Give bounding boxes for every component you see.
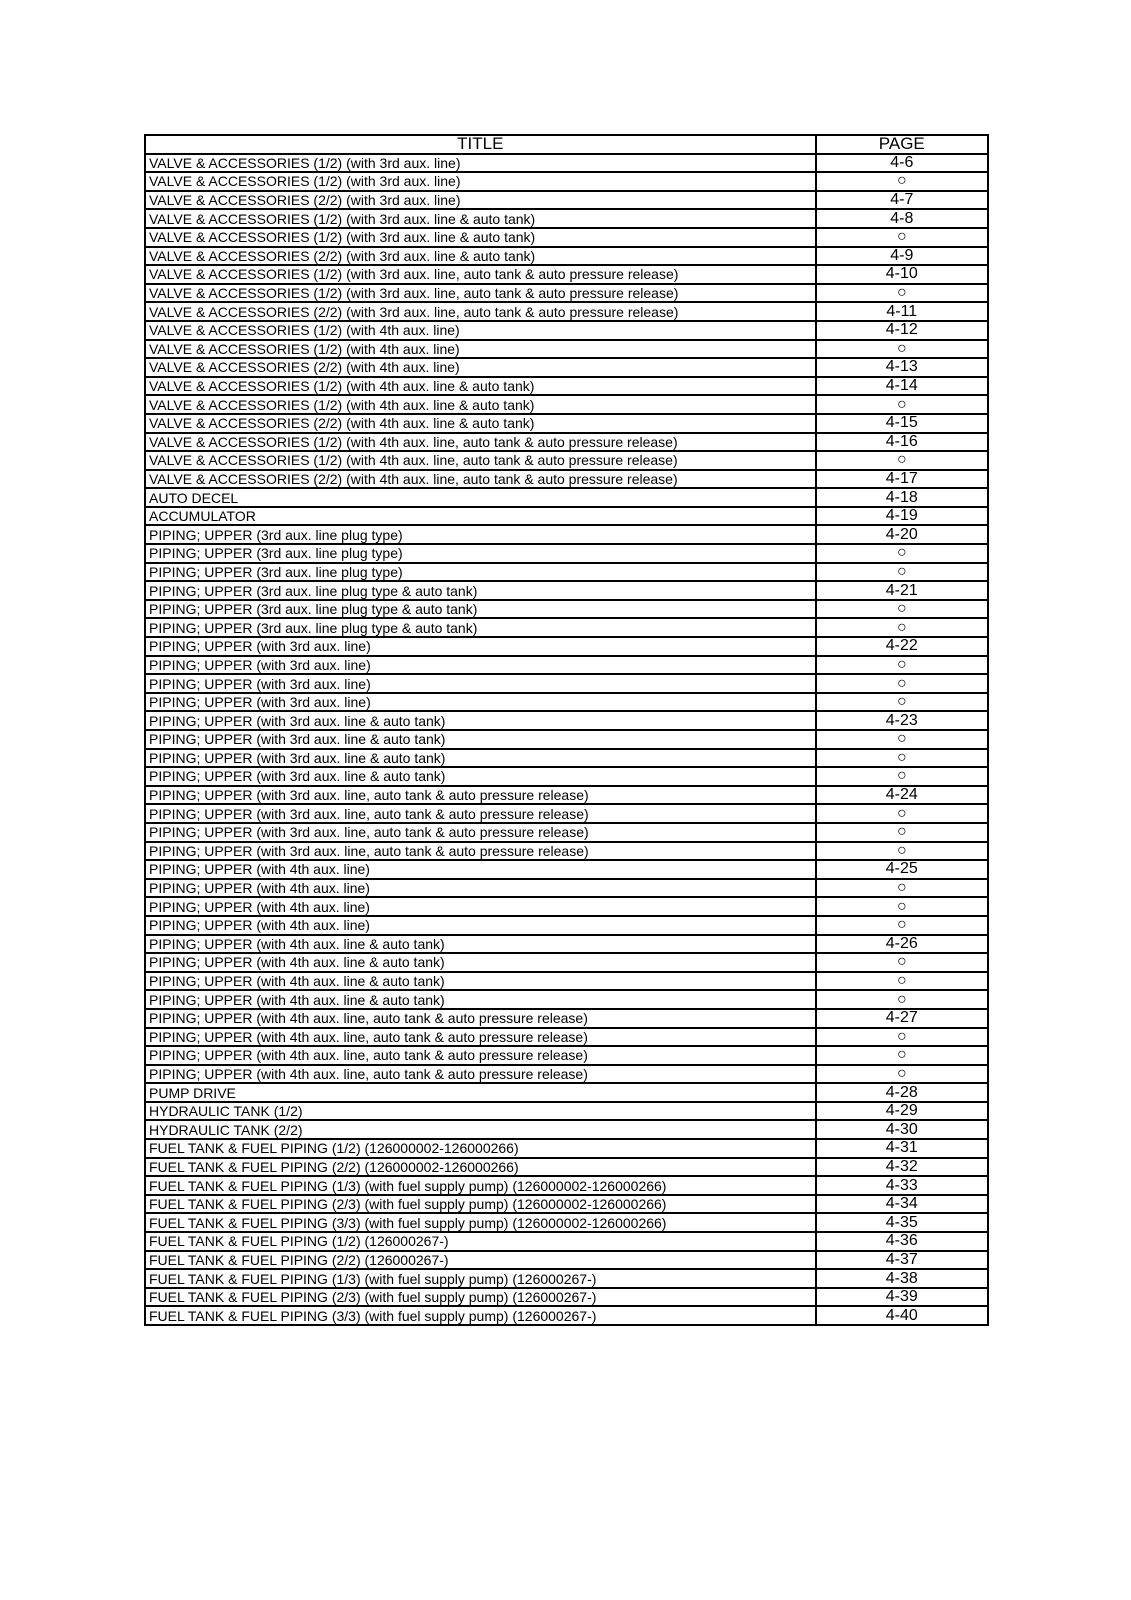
row-page: 4-28 bbox=[816, 1083, 988, 1102]
header-row bbox=[145, 135, 988, 154]
table-row bbox=[145, 637, 988, 656]
row-page: 4-36 bbox=[816, 1232, 988, 1251]
row-page: 4-25 bbox=[816, 860, 988, 879]
row-title: PIPING; UPPER (with 3rd aux. line) bbox=[145, 674, 816, 693]
table-row bbox=[145, 377, 988, 396]
row-page: 4-18 bbox=[816, 488, 988, 507]
table-row bbox=[145, 302, 988, 321]
row-page: 4-32 bbox=[816, 1158, 988, 1177]
row-page: ○ bbox=[816, 990, 988, 1009]
row-title: PIPING; UPPER (3rd aux. line plug type & auto tank) bbox=[145, 600, 816, 619]
row-title: PIPING; UPPER (with 3rd aux. line, auto tank & auto pressure release) bbox=[145, 842, 816, 861]
row-title: PIPING; UPPER (with 4th aux. line & auto tank) bbox=[145, 972, 816, 991]
row-title: VALVE & ACCESSORIES (1/2) (with 3rd aux. line) bbox=[145, 172, 816, 191]
table-row bbox=[145, 674, 988, 693]
row-page: 4-26 bbox=[816, 935, 988, 954]
row-title: VALVE & ACCESSORIES (1/2) (with 3rd aux. line) bbox=[145, 154, 816, 173]
row-title: PIPING; UPPER (with 4th aux. line) bbox=[145, 916, 816, 935]
row-page: 4-24 bbox=[816, 786, 988, 805]
title-column-header: TITLE bbox=[145, 135, 816, 154]
table-row bbox=[145, 1306, 988, 1325]
table-row bbox=[145, 972, 988, 991]
table-row bbox=[145, 340, 988, 359]
table-row bbox=[145, 618, 988, 637]
table-row bbox=[145, 284, 988, 303]
table-row bbox=[145, 916, 988, 935]
table-row bbox=[145, 1213, 988, 1232]
row-page: ○ bbox=[816, 284, 988, 303]
row-title: VALVE & ACCESSORIES (2/2) (with 4th aux. line, auto tank & auto pressure release) bbox=[145, 470, 816, 489]
row-title: FUEL TANK & FUEL PIPING (3/3) (with fuel supply pump) (126000002-126000266) bbox=[145, 1213, 816, 1232]
row-title: PIPING; UPPER (with 4th aux. line, auto tank & auto pressure release) bbox=[145, 1065, 816, 1084]
table-row bbox=[145, 154, 988, 173]
row-title: PIPING; UPPER (with 3rd aux. line) bbox=[145, 693, 816, 712]
table-row bbox=[145, 470, 988, 489]
row-page: 4-31 bbox=[816, 1139, 988, 1158]
row-page: 4-27 bbox=[816, 1009, 988, 1028]
table-row bbox=[145, 953, 988, 972]
row-page: ○ bbox=[816, 767, 988, 786]
row-page: 4-15 bbox=[816, 414, 988, 433]
row-page: 4-38 bbox=[816, 1269, 988, 1288]
row-title: PIPING; UPPER (with 4th aux. line, auto tank & auto pressure release) bbox=[145, 1009, 816, 1028]
row-title: VALVE & ACCESSORIES (2/2) (with 3rd aux. line, auto tank & auto pressure release) bbox=[145, 302, 816, 321]
row-page: ○ bbox=[816, 823, 988, 842]
table-row bbox=[145, 1139, 988, 1158]
row-page: ○ bbox=[816, 600, 988, 619]
row-page: ○ bbox=[816, 804, 988, 823]
row-page: ○ bbox=[816, 749, 988, 768]
row-title: FUEL TANK & FUEL PIPING (1/3) (with fuel supply pump) (126000267-) bbox=[145, 1269, 816, 1288]
table-row bbox=[145, 897, 988, 916]
row-title: HYDRAULIC TANK (1/2) bbox=[145, 1102, 816, 1121]
table-row bbox=[145, 711, 988, 730]
row-title: PIPING; UPPER (with 4th aux. line, auto tank & auto pressure release) bbox=[145, 1046, 816, 1065]
table-row bbox=[145, 1120, 988, 1139]
table-row bbox=[145, 693, 988, 712]
row-page: ○ bbox=[816, 674, 988, 693]
row-page: 4-13 bbox=[816, 358, 988, 377]
row-page: ○ bbox=[816, 953, 988, 972]
table-row bbox=[145, 191, 988, 210]
row-page: ○ bbox=[816, 842, 988, 861]
table-row bbox=[145, 786, 988, 805]
row-title: PIPING; UPPER (with 3rd aux. line & auto tank) bbox=[145, 767, 816, 786]
table-row bbox=[145, 1269, 988, 1288]
row-title: PIPING; UPPER (with 4th aux. line & auto tank) bbox=[145, 935, 816, 954]
row-title: PIPING; UPPER (with 3rd aux. line & auto tank) bbox=[145, 749, 816, 768]
row-page: ○ bbox=[816, 730, 988, 749]
row-title: FUEL TANK & FUEL PIPING (2/3) (with fuel supply pump) (126000267-) bbox=[145, 1288, 816, 1307]
contents-table-body bbox=[145, 154, 988, 1325]
row-title: VALVE & ACCESSORIES (1/2) (with 4th aux. line) bbox=[145, 340, 816, 359]
table-row bbox=[145, 525, 988, 544]
row-title: FUEL TANK & FUEL PIPING (2/2) (126000267-) bbox=[145, 1251, 816, 1270]
row-page: 4-21 bbox=[816, 581, 988, 600]
row-title: PIPING; UPPER (3rd aux. line plug type) bbox=[145, 563, 816, 582]
row-page: 4-11 bbox=[816, 302, 988, 321]
row-title: PIPING; UPPER (3rd aux. line plug type & auto tank) bbox=[145, 618, 816, 637]
row-title: PIPING; UPPER (with 4th aux. line & auto tank) bbox=[145, 990, 816, 1009]
row-title: FUEL TANK & FUEL PIPING (2/3) (with fuel supply pump) (126000002-126000266) bbox=[145, 1195, 816, 1214]
row-title: VALVE & ACCESSORIES (1/2) (with 4th aux. line) bbox=[145, 321, 816, 340]
row-title: VALVE & ACCESSORIES (2/2) (with 3rd aux. line) bbox=[145, 191, 816, 210]
table-row bbox=[145, 507, 988, 526]
row-page: 4-22 bbox=[816, 637, 988, 656]
row-page: 4-9 bbox=[816, 247, 988, 266]
table-row bbox=[145, 581, 988, 600]
row-title: VALVE & ACCESSORIES (1/2) (with 4th aux. line, auto tank & auto pressure release) bbox=[145, 433, 816, 452]
table-row bbox=[145, 749, 988, 768]
row-page: ○ bbox=[816, 395, 988, 414]
row-title: PIPING; UPPER (with 3rd aux. line, auto tank & auto pressure release) bbox=[145, 786, 816, 805]
table-row bbox=[145, 209, 988, 228]
row-page: 4-29 bbox=[816, 1102, 988, 1121]
table-row bbox=[145, 879, 988, 898]
table-row bbox=[145, 265, 988, 284]
page-column-header: PAGE bbox=[816, 135, 988, 154]
row-page: 4-34 bbox=[816, 1195, 988, 1214]
table-row bbox=[145, 842, 988, 861]
row-title: FUEL TANK & FUEL PIPING (1/2) (126000002-126000266) bbox=[145, 1139, 816, 1158]
table-row bbox=[145, 1176, 988, 1195]
row-title: VALVE & ACCESSORIES (2/2) (with 4th aux. line & auto tank) bbox=[145, 414, 816, 433]
row-page: ○ bbox=[816, 1028, 988, 1047]
row-page: 4-7 bbox=[816, 191, 988, 210]
row-page: 4-10 bbox=[816, 265, 988, 284]
row-title: PIPING; UPPER (with 3rd aux. line & auto tank) bbox=[145, 730, 816, 749]
row-page: 4-37 bbox=[816, 1251, 988, 1270]
row-page: ○ bbox=[816, 172, 988, 191]
row-page: ○ bbox=[816, 916, 988, 935]
row-title: PIPING; UPPER (3rd aux. line plug type & auto tank) bbox=[145, 581, 816, 600]
row-title: PIPING; UPPER (with 3rd aux. line, auto tank & auto pressure release) bbox=[145, 823, 816, 842]
row-title: VALVE & ACCESSORIES (1/2) (with 3rd aux. line & auto tank) bbox=[145, 228, 816, 247]
table-row bbox=[145, 823, 988, 842]
contents-table bbox=[144, 134, 989, 1326]
row-title: VALVE & ACCESSORIES (1/2) (with 4th aux. line, auto tank & auto pressure release) bbox=[145, 451, 816, 470]
row-page: 4-30 bbox=[816, 1120, 988, 1139]
row-title: PIPING; UPPER (with 4th aux. line & auto tank) bbox=[145, 953, 816, 972]
row-title: PUMP DRIVE bbox=[145, 1083, 816, 1102]
row-page: 4-17 bbox=[816, 470, 988, 489]
table-row bbox=[145, 488, 988, 507]
row-page: ○ bbox=[816, 1065, 988, 1084]
row-title: PIPING; UPPER (with 4th aux. line) bbox=[145, 897, 816, 916]
table-row bbox=[145, 544, 988, 563]
table-row bbox=[145, 1232, 988, 1251]
row-page: 4-6 bbox=[816, 154, 988, 173]
row-title: ACCUMULATOR bbox=[145, 507, 816, 526]
row-page: ○ bbox=[816, 451, 988, 470]
row-page: 4-19 bbox=[816, 507, 988, 526]
table-row bbox=[145, 1251, 988, 1270]
table-row bbox=[145, 1102, 988, 1121]
table-row bbox=[145, 321, 988, 340]
table-row bbox=[145, 228, 988, 247]
row-title: FUEL TANK & FUEL PIPING (1/3) (with fuel supply pump) (126000002-126000266) bbox=[145, 1176, 816, 1195]
row-page: 4-12 bbox=[816, 321, 988, 340]
row-title: VALVE & ACCESSORIES (2/2) (with 3rd aux. line & auto tank) bbox=[145, 247, 816, 266]
table-row bbox=[145, 1195, 988, 1214]
row-page: ○ bbox=[816, 228, 988, 247]
table-row bbox=[145, 804, 988, 823]
table-row bbox=[145, 433, 988, 452]
row-page: ○ bbox=[816, 544, 988, 563]
row-page: 4-8 bbox=[816, 209, 988, 228]
row-title: PIPING; UPPER (with 3rd aux. line, auto tank & auto pressure release) bbox=[145, 804, 816, 823]
row-title: PIPING; UPPER (with 4th aux. line) bbox=[145, 860, 816, 879]
row-page: 4-14 bbox=[816, 377, 988, 396]
table-row bbox=[145, 395, 988, 414]
row-page: ○ bbox=[816, 1046, 988, 1065]
table-row bbox=[145, 600, 988, 619]
row-title: VALVE & ACCESSORIES (1/2) (with 4th aux. line & auto tank) bbox=[145, 377, 816, 396]
row-title: PIPING; UPPER (with 3rd aux. line) bbox=[145, 637, 816, 656]
row-title: VALVE & ACCESSORIES (2/2) (with 4th aux. line) bbox=[145, 358, 816, 377]
row-title: FUEL TANK & FUEL PIPING (1/2) (126000267-) bbox=[145, 1232, 816, 1251]
row-page: 4-33 bbox=[816, 1176, 988, 1195]
row-title: PIPING; UPPER (with 3rd aux. line) bbox=[145, 656, 816, 675]
table-row bbox=[145, 247, 988, 266]
table-row bbox=[145, 730, 988, 749]
row-title: FUEL TANK & FUEL PIPING (3/3) (with fuel supply pump) (126000267-) bbox=[145, 1306, 816, 1325]
row-title: PIPING; UPPER (3rd aux. line plug type) bbox=[145, 525, 816, 544]
table-row bbox=[145, 172, 988, 191]
table-row bbox=[145, 1288, 988, 1307]
row-title: AUTO DECEL bbox=[145, 488, 816, 507]
row-title: VALVE & ACCESSORIES (1/2) (with 4th aux. line & auto tank) bbox=[145, 395, 816, 414]
row-page: 4-35 bbox=[816, 1213, 988, 1232]
row-title: PIPING; UPPER (with 4th aux. line, auto tank & auto pressure release) bbox=[145, 1028, 816, 1047]
row-title: PIPING; UPPER (with 3rd aux. line & auto tank) bbox=[145, 711, 816, 730]
table-row bbox=[145, 358, 988, 377]
table-row bbox=[145, 1083, 988, 1102]
table-row bbox=[145, 563, 988, 582]
row-page: 4-23 bbox=[816, 711, 988, 730]
table-row bbox=[145, 1065, 988, 1084]
table-row bbox=[145, 451, 988, 470]
table-row bbox=[145, 1009, 988, 1028]
table-row bbox=[145, 414, 988, 433]
row-title: VALVE & ACCESSORIES (1/2) (with 3rd aux. line, auto tank & auto pressure release) bbox=[145, 284, 816, 303]
row-title: PIPING; UPPER (with 4th aux. line) bbox=[145, 879, 816, 898]
row-page: 4-16 bbox=[816, 433, 988, 452]
row-title: VALVE & ACCESSORIES (1/2) (with 3rd aux. line, auto tank & auto pressure release) bbox=[145, 265, 816, 284]
row-title: HYDRAULIC TANK (2/2) bbox=[145, 1120, 816, 1139]
row-page: ○ bbox=[816, 879, 988, 898]
row-page: ○ bbox=[816, 897, 988, 916]
row-page: 4-20 bbox=[816, 525, 988, 544]
row-page: ○ bbox=[816, 563, 988, 582]
table-row bbox=[145, 656, 988, 675]
row-page: ○ bbox=[816, 340, 988, 359]
table-row bbox=[145, 767, 988, 786]
row-page: 4-40 bbox=[816, 1306, 988, 1325]
table-row bbox=[145, 1046, 988, 1065]
row-title: PIPING; UPPER (3rd aux. line plug type) bbox=[145, 544, 816, 563]
row-page: ○ bbox=[816, 656, 988, 675]
row-page: ○ bbox=[816, 972, 988, 991]
table-row bbox=[145, 860, 988, 879]
row-title: FUEL TANK & FUEL PIPING (2/2) (126000002-126000266) bbox=[145, 1158, 816, 1177]
row-page: ○ bbox=[816, 618, 988, 637]
table-row bbox=[145, 990, 988, 1009]
row-page: 4-39 bbox=[816, 1288, 988, 1307]
table-row bbox=[145, 935, 988, 954]
table-row bbox=[145, 1158, 988, 1177]
row-page: ○ bbox=[816, 693, 988, 712]
row-title: VALVE & ACCESSORIES (1/2) (with 3rd aux. line & auto tank) bbox=[145, 209, 816, 228]
table-row bbox=[145, 1028, 988, 1047]
